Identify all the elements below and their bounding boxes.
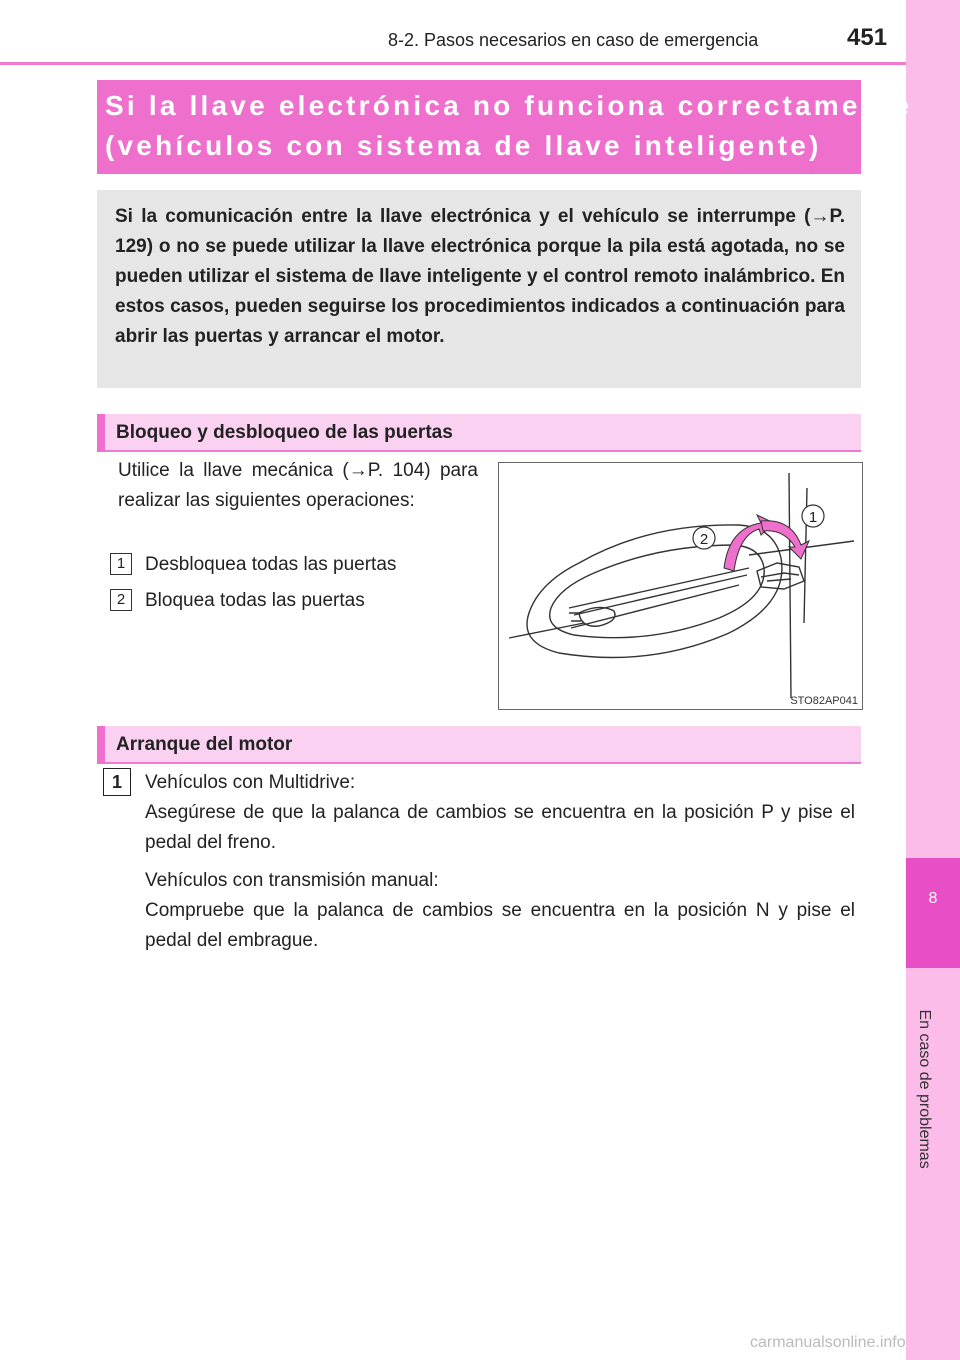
figure-code: STO82AP041	[790, 695, 858, 707]
side-tab-label	[915, 1009, 933, 1169]
title-line-1: Si la llave electrónica no funciona correctamente	[105, 90, 913, 121]
watermark: carmanualsonline.info	[750, 1334, 906, 1351]
section-header-doors	[97, 414, 861, 452]
callout-1: 1	[808, 509, 818, 526]
unlock-direction-arrow	[761, 521, 809, 559]
side-tab-number: 8	[928, 890, 938, 907]
step-number-1: 1	[103, 768, 131, 796]
doors-intro-text: Utilice la llave mecánica (→P. 104) para realizar las siguientes operaciones:	[118, 460, 478, 511]
door-handle-illustration	[498, 462, 863, 710]
intro-text: Si la comunicación entre la llave electrónica y el vehículo se interrumpe (→P. 129) o no se puede utilizar la llave electrónica porque la pila está agotada, no se pueden utilizar el sistema de llave inteligente y el control remoto inalámbrico. En estos casos, pueden seguirse los procedimientos indicados a continuación para abrir las puertas y arrancar el motor.	[115, 206, 845, 347]
section-header-bar	[97, 414, 105, 452]
section-title-box	[97, 80, 913, 174]
item-number-1: 1	[110, 553, 132, 575]
section-header-bar	[97, 726, 105, 764]
item-text-unlock: Desbloquea todas las puertas	[145, 554, 397, 575]
page-number: 451	[847, 24, 888, 51]
title-line-2: (vehículos con sistema de llave inteligente)	[105, 130, 822, 161]
manual-title: Vehículos con transmisión manual:	[145, 870, 439, 891]
door-handle-drawing	[499, 463, 862, 709]
multidrive-title: Vehículos con Multidrive:	[145, 772, 356, 793]
chapter-title: 8-2. Pasos necesarios en caso de emergencia	[388, 30, 759, 50]
callout-2: 2	[699, 531, 709, 548]
section-header-engine	[97, 726, 861, 764]
side-tab-chapter-marker	[906, 858, 960, 968]
section-header-label: Arranque del motor	[116, 734, 293, 755]
header-rule	[0, 62, 906, 65]
item-text-lock: Bloquea todas las puertas	[145, 590, 365, 611]
manual-text: Compruebe que la palanca de cambios se encuentra en la posición N y pise el pedal del embrague.	[145, 900, 855, 951]
section-header-label: Bloqueo y desbloqueo de las puertas	[116, 422, 453, 443]
multidrive-text: Asegúrese de que la palanca de cambios se encuentra en la posición P y pise el pedal del freno.	[145, 802, 855, 853]
intro-box	[97, 190, 861, 388]
side-tab-label-text: En caso de problemas	[916, 1009, 933, 1169]
item-number-2: 2	[110, 589, 132, 611]
